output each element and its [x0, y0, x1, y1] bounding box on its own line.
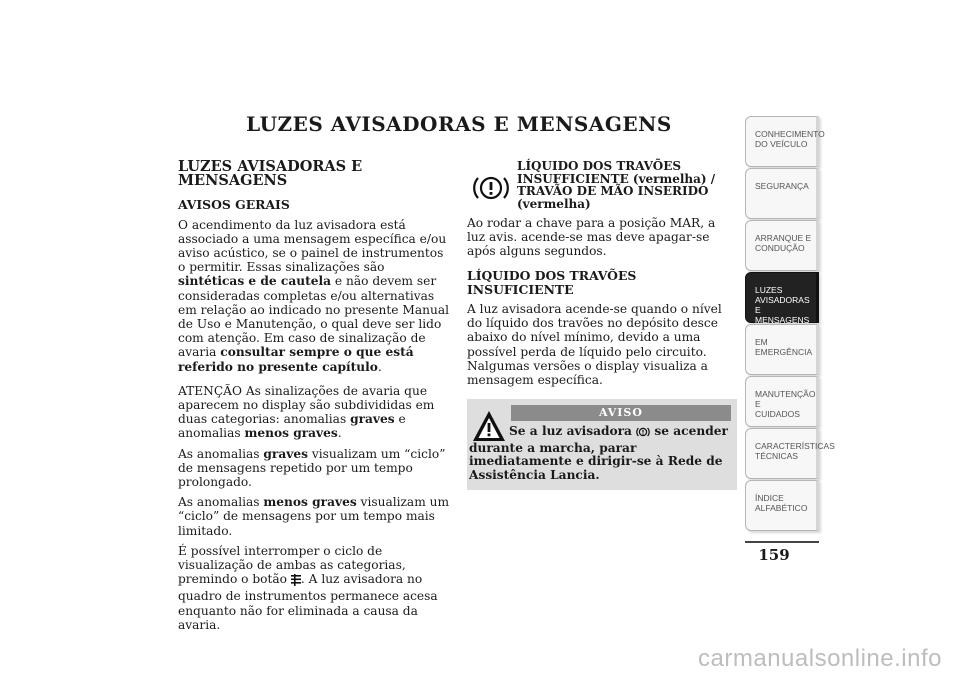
left-column	[178, 160, 452, 638]
tab-conhecimento[interactable]: CONHECIMENTO DO VEÍCULO	[745, 116, 819, 167]
warning-box-label: AVISO	[511, 405, 731, 421]
page-number-rule	[745, 541, 819, 543]
paragraph-interrupt: É possível interromper o ciclo de visualização de ambas as categorias, premindo o botão . A luz avisadora no quadro de instrumentos permanece acesa enquanto não for eliminada a causa da avaria.	[178, 543, 438, 632]
page-number: 159	[758, 546, 790, 564]
paragraph-less-serious: As anomalias menos graves visualizam um “ciclo” de mensagens por um tempo mais limitado.	[178, 495, 450, 538]
warning-triangle-icon	[471, 409, 507, 443]
section-heading: LUZES AVISADORAS E MENSAGENS	[178, 158, 363, 190]
tab-caracteristicas[interactable]: CARACTERÍSTICAS TÉCNICAS	[745, 428, 819, 479]
subheading-general: AVISOS GERAIS	[178, 197, 290, 213]
subheading-brake-fluid: LÍQUIDO DOS TRAVÕES INSUFICIENTE	[467, 267, 637, 297]
paragraph-brake-fluid: A luz avisadora acende-se quando o nível do líquido dos travões no depósito desce abaixo do nível mínimo, devido a uma possível perda de líquido pelo circuito. Nalgumas versões o display visualiza a mensagem específica.	[467, 302, 722, 388]
brake-warning-icon	[467, 170, 515, 206]
brake-warning-block	[467, 160, 737, 212]
paragraph-attention: ATENÇÃO As sinalizações de avaria que aparecem no display são subdivididas em duas categorias: anomalias graves e anomalias menos graves.	[178, 383, 435, 441]
paragraph-intro: O acendimento da luz avisadora está associado a uma mensagem específica e/ou aviso acústico, se o painel de instrumentos o permitir. Essas sinalizações são sintéticas e de cautela e não devem ser consideradas completas e/ou alternativas em relação ao indicado no presente Manual de Uso e Manutenção, o qual deve ser lido com atenção. Em caso de sinalização de avaria consultar sempre o que está referido no presente capítulo.	[178, 217, 449, 374]
paragraph-serious: As anomalias graves visualizam um “ciclo” de mensagens repetido por um tempo prolongado.	[178, 446, 446, 490]
tab-seguranca[interactable]: SEGURANÇA	[745, 168, 819, 219]
paragraph-mar: Ao rodar a chave para a posição MAR, a luz avis. acende-se mas deve apagar-se após alguns segundos.	[467, 216, 716, 259]
tab-manutencao[interactable]: MANUTENÇÃO E CUIDADOS	[745, 376, 819, 427]
brake-warning-icon	[636, 426, 650, 442]
right-column	[467, 160, 737, 490]
warning-box	[467, 399, 737, 490]
watermark: carmanualsonline.info	[698, 645, 942, 672]
warning-box-text: Se a luz avisadora se acender durante a marcha, parar imediatamente e dirigir-se à Rede de Assistência Lancia.	[469, 424, 728, 482]
tab-indice[interactable]: ÍNDICE ALFABÉTICO	[745, 480, 819, 531]
tab-luzes-active[interactable]: LUZES AVISADORAS E MENSAGENS	[745, 272, 819, 323]
tab-emergencia[interactable]: EM EMERGÊNCIA	[745, 324, 819, 375]
menu-button-icon	[291, 574, 301, 589]
tab-arranque[interactable]: ARRANQUE E CONDUÇÃO	[745, 220, 819, 271]
page-title: LUZES AVISADORAS E MENSAGENS	[246, 112, 672, 136]
chapter-tabs	[745, 116, 835, 532]
brake-warning-title: LÍQUIDO DOS TRAVÕES INSUFFICIENTE (vermelha) / TRAVÃO DE MÃO INSERIDO (vermelha)	[517, 159, 716, 211]
